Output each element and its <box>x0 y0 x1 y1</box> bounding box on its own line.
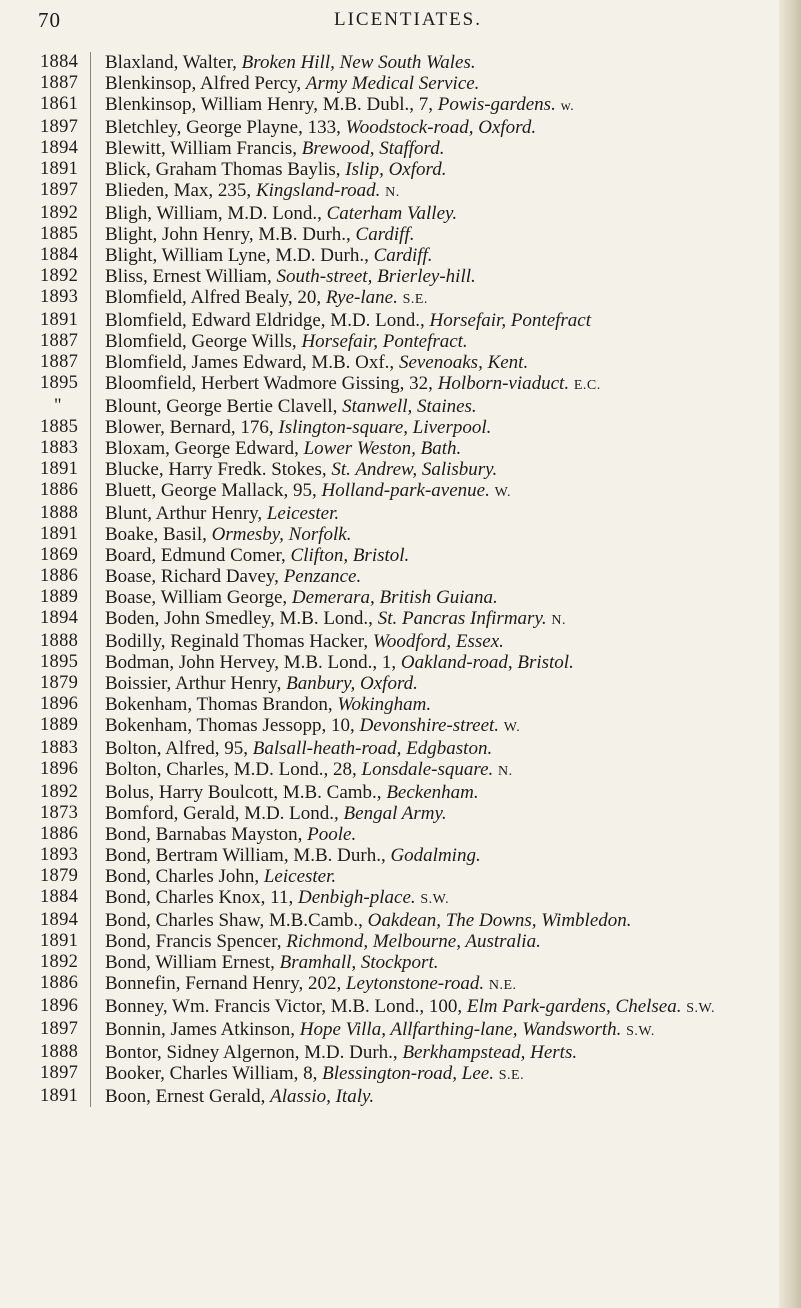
list-item <box>40 759 780 782</box>
entry-text <box>90 759 780 782</box>
entry-text <box>90 524 780 545</box>
entry-place: Army Medical Service. <box>305 73 480 94</box>
entry-name: Blount, George Bertie Clavell, <box>105 396 338 417</box>
entry-place: Islington-square, Liverpool. <box>278 417 492 438</box>
list-item <box>40 438 780 459</box>
list-item <box>40 503 780 524</box>
entry-year: 1892 <box>40 952 79 972</box>
entry-place: Powis-gardens. <box>437 94 556 115</box>
entry-text <box>90 287 780 310</box>
entry-place: Alassio, Italy. <box>270 1086 375 1107</box>
entry-name: Blight, John Henry, M.B. Durh., <box>105 224 351 245</box>
page-header <box>38 4 778 40</box>
list-item <box>40 480 780 503</box>
entry-text <box>90 180 780 203</box>
entry-year: 1896 <box>40 996 79 1016</box>
entry-name: Blewitt, William Francis, <box>105 138 298 159</box>
entry-name: Bloxam, George Edward, <box>105 438 299 459</box>
entry-place: Horsefair, Pontefract <box>429 310 592 331</box>
list-item <box>40 952 780 973</box>
entry-postal-district: w. <box>560 99 575 114</box>
entry-place: Clifton, Bristol. <box>290 545 410 566</box>
entry-text <box>90 459 780 480</box>
entry-text <box>90 159 780 180</box>
entry-year: 1886 <box>40 973 79 993</box>
entry-name: Bliss, Ernest William, <box>105 266 272 287</box>
list-item <box>40 352 780 373</box>
entry-year: 1889 <box>40 587 79 607</box>
list-item <box>40 73 780 94</box>
entry-place: Leicester. <box>263 866 337 887</box>
entry-name: Boake, Basil, <box>105 524 207 545</box>
entry-place: Lonsdale-square. <box>361 759 494 780</box>
entry-place: Bengal Army. <box>343 803 447 824</box>
entry-year: 1883 <box>40 438 79 458</box>
list-item <box>40 973 780 996</box>
entry-name: Blaxland, Walter, <box>105 52 237 73</box>
entry-name: Bokenham, Thomas Brandon, <box>105 694 333 715</box>
entry-name: Bonnefin, Fernand Henry, 202, <box>105 973 342 994</box>
entry-place: Oakland-road, Bristol. <box>400 652 574 673</box>
entry-place: Oakdean, The Downs, Wimbledon. <box>367 910 632 931</box>
entry-text <box>90 931 780 952</box>
entry-place: Penzance. <box>283 566 362 587</box>
entry-place: Horsefair, Pontefract. <box>301 331 468 352</box>
entry-year: 1883 <box>40 738 79 758</box>
list-item <box>40 587 780 608</box>
entry-year: 1897 <box>40 180 79 200</box>
entry-name: Bloomfield, Herbert Wadmore Gissing, 32, <box>105 373 433 394</box>
entry-text <box>90 438 780 459</box>
entry-text <box>90 910 780 931</box>
entry-year: 1895 <box>40 652 79 672</box>
list-item <box>40 417 780 438</box>
entry-place: Devonshire-street. <box>359 715 500 736</box>
entry-text <box>90 224 780 245</box>
entry-place: Islip, Oxford. <box>345 159 447 180</box>
entry-year: 1879 <box>40 673 79 693</box>
entry-name: Bligh, William, M.D. Lond., <box>105 203 322 224</box>
entry-text <box>90 694 780 715</box>
entry-text <box>90 138 780 159</box>
entry-year: 1888 <box>40 1042 79 1062</box>
entry-name: Bluett, George Mallack, 95, <box>105 480 317 501</box>
entry-year: 1884 <box>40 887 79 907</box>
entry-year: 1896 <box>40 694 79 714</box>
list-item <box>40 524 780 545</box>
entry-name: Bolton, Charles, M.D. Lond., 28, <box>105 759 357 780</box>
entry-name: Bonney, Wm. Francis Victor, M.B. Lond., 100, <box>105 996 463 1017</box>
entry-postal-district: S.W. <box>686 1001 715 1016</box>
entry-postal-district: N. <box>498 764 513 779</box>
entry-name: Bond, Barnabas Mayston, <box>105 824 303 845</box>
entry-year: 1887 <box>40 73 79 93</box>
entry-text <box>90 203 780 224</box>
entry-text <box>90 652 780 673</box>
entry-text <box>90 1042 780 1063</box>
entry-name: Bontor, Sidney Algernon, M.D. Durh., <box>105 1042 398 1063</box>
entry-text <box>90 331 780 352</box>
entry-text <box>90 1086 780 1107</box>
licentiates-list <box>40 52 780 1107</box>
entry-year: 1895 <box>40 373 79 393</box>
entry-place: Caterham Valley. <box>326 203 458 224</box>
entry-place: Woodstock-road, Oxford. <box>345 117 537 138</box>
entry-name: Bond, Charles Shaw, M.B.Camb., <box>105 910 363 931</box>
entry-postal-district: N. <box>551 613 566 628</box>
list-item <box>40 245 780 266</box>
list-item <box>40 545 780 566</box>
entry-name: Bodilly, Reginald Thomas Hacker, <box>105 631 369 652</box>
entry-year: 1894 <box>40 910 79 930</box>
entry-text <box>90 782 780 803</box>
entry-year: 1894 <box>40 608 79 628</box>
entry-place: Rye-lane. <box>325 287 398 308</box>
entry-place: Broken Hill, New South Wales. <box>241 52 476 73</box>
entry-name: Bond, William Ernest, <box>105 952 275 973</box>
entry-text <box>90 245 780 266</box>
entry-place: Holland-park-avenue. <box>321 480 490 501</box>
entry-place: St. Andrew, Salisbury. <box>331 459 498 480</box>
entry-year: 1892 <box>40 782 79 802</box>
entry-year: 1885 <box>40 224 79 244</box>
entry-name: Bletchley, George Playne, 133, <box>105 117 341 138</box>
entry-year: 1894 <box>40 138 79 158</box>
list-item <box>40 715 780 738</box>
list-item <box>40 866 780 887</box>
entry-text <box>90 738 780 759</box>
entry-name: Blower, Bernard, 176, <box>105 417 274 438</box>
entry-place: Woodford, Essex. <box>372 631 504 652</box>
entry-name: Boden, John Smedley, M.B. Lond., <box>105 608 373 629</box>
entry-name: Bond, Bertram William, M.B. Durh., <box>105 845 386 866</box>
entry-name: Blomfield, George Wills, <box>105 331 297 352</box>
entry-year: 1897 <box>40 1019 79 1039</box>
list-item <box>40 931 780 952</box>
entry-year: 1888 <box>40 631 79 651</box>
entry-place: St. Pancras Infirmary. <box>377 608 547 629</box>
entry-text <box>90 417 780 438</box>
list-item <box>40 1086 780 1107</box>
entry-text <box>90 94 780 117</box>
entry-year: 1897 <box>40 117 79 137</box>
entry-year: 1884 <box>40 52 79 72</box>
entry-place: Wokingham. <box>337 694 432 715</box>
entry-text <box>90 1063 780 1086</box>
entry-name: Boissier, Arthur Henry, <box>105 673 282 694</box>
entry-year: 1892 <box>40 266 79 286</box>
entry-place: Beckenham. <box>386 782 479 803</box>
list-item <box>40 373 780 396</box>
entry-postal-district: S.W. <box>626 1024 655 1039</box>
entry-place: Balsall-heath-road, Edgbaston. <box>252 738 493 759</box>
list-item <box>40 331 780 352</box>
list-item <box>40 824 780 845</box>
entry-name: Blucke, Harry Fredk. Stokes, <box>105 459 327 480</box>
entry-text <box>90 715 780 738</box>
entry-year: 1888 <box>40 503 79 523</box>
list-item <box>40 887 780 910</box>
entry-place: Lower Weston, Bath. <box>303 438 462 459</box>
entry-name: Blomfield, Edward Eldridge, M.D. Lond., <box>105 310 425 331</box>
entry-year: 1887 <box>40 331 79 351</box>
list-item <box>40 310 780 331</box>
page-edge <box>779 0 801 1308</box>
list-item <box>40 910 780 931</box>
list-item <box>40 396 780 417</box>
list-item <box>40 138 780 159</box>
entry-place: Holborn-viaduct. <box>437 373 570 394</box>
entry-text <box>90 52 780 73</box>
entry-year: 1892 <box>40 203 79 223</box>
entry-year: 1896 <box>40 759 79 779</box>
entry-postal-district: S.E. <box>498 1068 525 1083</box>
list-item <box>40 1019 780 1042</box>
entry-place: Cardiff. <box>373 245 433 266</box>
entry-name: Blenkinsop, Alfred Percy, <box>105 73 302 94</box>
entry-year: 1887 <box>40 352 79 372</box>
entry-text <box>90 373 780 396</box>
entry-year: 1879 <box>40 866 79 886</box>
entry-text <box>90 503 780 524</box>
entry-year: 1873 <box>40 803 79 823</box>
entry-text <box>90 545 780 566</box>
entry-place: Bramhall, Stockport. <box>279 952 439 973</box>
list-item <box>40 1042 780 1063</box>
entry-year: 1884 <box>40 245 79 265</box>
entry-year: 1893 <box>40 845 79 865</box>
entry-text <box>90 866 780 887</box>
entry-text <box>90 73 780 94</box>
list-item <box>40 803 780 824</box>
entry-place: Demerara, British Guiana. <box>291 587 498 608</box>
entry-place: Elm Park-gardens, Chelsea. <box>466 996 682 1017</box>
list-item <box>40 694 780 715</box>
entry-text <box>90 587 780 608</box>
entry-name: Blight, William Lyne, M.D. Durh., <box>105 245 369 266</box>
entry-name: Boase, Richard Davey, <box>105 566 279 587</box>
entry-year: 1889 <box>40 715 79 735</box>
entry-text <box>90 352 780 373</box>
entry-year: " <box>54 396 62 416</box>
list-item <box>40 566 780 587</box>
entry-name: Booker, Charles William, 8, <box>105 1063 318 1084</box>
entry-text <box>90 396 780 417</box>
entry-year: 1891 <box>40 931 79 951</box>
list-item <box>40 203 780 224</box>
entry-postal-district: W. <box>494 485 512 500</box>
entry-year: 1861 <box>40 94 79 114</box>
entry-year: 1886 <box>40 824 79 844</box>
entry-name: Blunt, Arthur Henry, <box>105 503 263 524</box>
entry-year: 1891 <box>40 159 79 179</box>
list-item <box>40 180 780 203</box>
entry-text <box>90 996 780 1019</box>
entry-place: Stanwell, Staines. <box>342 396 477 417</box>
entry-place: Kingsland-road. <box>255 180 381 201</box>
entry-postal-district: N. <box>385 185 400 200</box>
entry-place: Godalming. <box>390 845 481 866</box>
entry-place: Ormesby, Norfolk. <box>211 524 352 545</box>
list-item <box>40 52 780 73</box>
list-item <box>40 266 780 287</box>
list-item <box>40 287 780 310</box>
entry-name: Bond, Francis Spencer, <box>105 931 282 952</box>
entry-year: 1885 <box>40 417 79 437</box>
entry-name: Bonnin, James Atkinson, <box>105 1019 296 1040</box>
entry-year: 1886 <box>40 480 79 500</box>
entry-text <box>90 887 780 910</box>
entry-year: 1891 <box>40 524 79 544</box>
entry-place: Berkhampstead, Herts. <box>402 1042 578 1063</box>
entry-place: Leytonstone-road. <box>345 973 485 994</box>
list-item <box>40 673 780 694</box>
list-item <box>40 608 780 631</box>
entry-place: Denbigh-place. <box>297 887 416 908</box>
entry-name: Bolus, Harry Boulcott, M.B. Camb., <box>105 782 382 803</box>
list-item <box>40 631 780 652</box>
entry-year: 1886 <box>40 566 79 586</box>
entry-text <box>90 952 780 973</box>
list-item <box>40 159 780 180</box>
entry-name: Boon, Ernest Gerald, <box>105 1086 266 1107</box>
list-item <box>40 845 780 866</box>
entry-place: Blessington-road, Lee. <box>322 1063 494 1084</box>
entry-text <box>90 480 780 503</box>
entry-postal-district: S.W. <box>420 892 450 907</box>
entry-place: Brewood, Stafford. <box>301 138 445 159</box>
entry-text <box>90 566 780 587</box>
entry-name: Blomfield, James Edward, M.B. Oxf., <box>105 352 395 373</box>
list-item <box>40 738 780 759</box>
entry-name: Blieden, Max, 235, <box>105 180 252 201</box>
list-item <box>40 652 780 673</box>
entry-place: Leicester. <box>266 503 340 524</box>
entry-name: Bomford, Gerald, M.D. Lond., <box>105 803 339 824</box>
entry-place: Sevenoaks, Kent. <box>398 352 529 373</box>
entry-postal-district: S.E. <box>402 292 428 307</box>
entry-year: 1897 <box>40 1063 79 1083</box>
entry-text <box>90 673 780 694</box>
entry-name: Bond, Charles Knox, 11, <box>105 887 294 908</box>
entry-text <box>90 824 780 845</box>
entry-name: Bond, Charles John, <box>105 866 260 887</box>
entry-name: Bokenham, Thomas Jessopp, 10, <box>105 715 355 736</box>
list-item <box>40 459 780 480</box>
entry-name: Boase, William George, <box>105 587 288 608</box>
entry-name: Bolton, Alfred, 95, <box>105 738 249 759</box>
entry-name: Blick, Graham Thomas Baylis, <box>105 159 341 180</box>
entry-text <box>90 973 780 996</box>
list-item <box>40 996 780 1019</box>
entry-year: 1891 <box>40 310 79 330</box>
entry-text <box>90 310 780 331</box>
entry-year: 1891 <box>40 1086 79 1106</box>
entry-text <box>90 803 780 824</box>
list-item <box>40 117 780 138</box>
entry-text <box>90 608 780 631</box>
list-item <box>40 94 780 117</box>
entry-postal-district: W. <box>503 720 521 735</box>
entry-text <box>90 631 780 652</box>
list-item <box>40 224 780 245</box>
entry-text <box>90 117 780 138</box>
entry-name: Bodman, John Hervey, M.B. Lond., 1, <box>105 652 397 673</box>
entry-year: 1893 <box>40 287 79 307</box>
entry-place: South-street, Brierley-hill. <box>276 266 476 287</box>
entry-name: Board, Edmund Comer, <box>105 545 286 566</box>
page-number: 70 <box>38 8 61 32</box>
list-item <box>40 782 780 803</box>
entry-name: Blenkinsop, William Henry, M.B. Dubl., 7, <box>105 94 434 115</box>
entry-text <box>90 266 780 287</box>
entry-year: 1891 <box>40 459 79 479</box>
entry-name: Blomfield, Alfred Bealy, 20, <box>105 287 322 308</box>
entry-place: Richmond, Melbourne, Australia. <box>286 931 541 952</box>
entry-postal-district: N.E. <box>488 978 517 993</box>
entry-place: Banbury, Oxford. <box>286 673 418 694</box>
entry-text <box>90 1019 780 1042</box>
entry-place: Poole. <box>307 824 357 845</box>
entry-postal-district: E.C. <box>573 378 601 393</box>
entry-text <box>90 845 780 866</box>
list-item <box>40 1063 780 1086</box>
entry-year: 1869 <box>40 545 79 565</box>
entry-place: Hope Villa, Allfarthing-lane, Wandsworth. <box>299 1019 622 1040</box>
entry-place: Cardiff. <box>355 224 415 245</box>
running-title: LICENTIATES. <box>333 9 482 30</box>
